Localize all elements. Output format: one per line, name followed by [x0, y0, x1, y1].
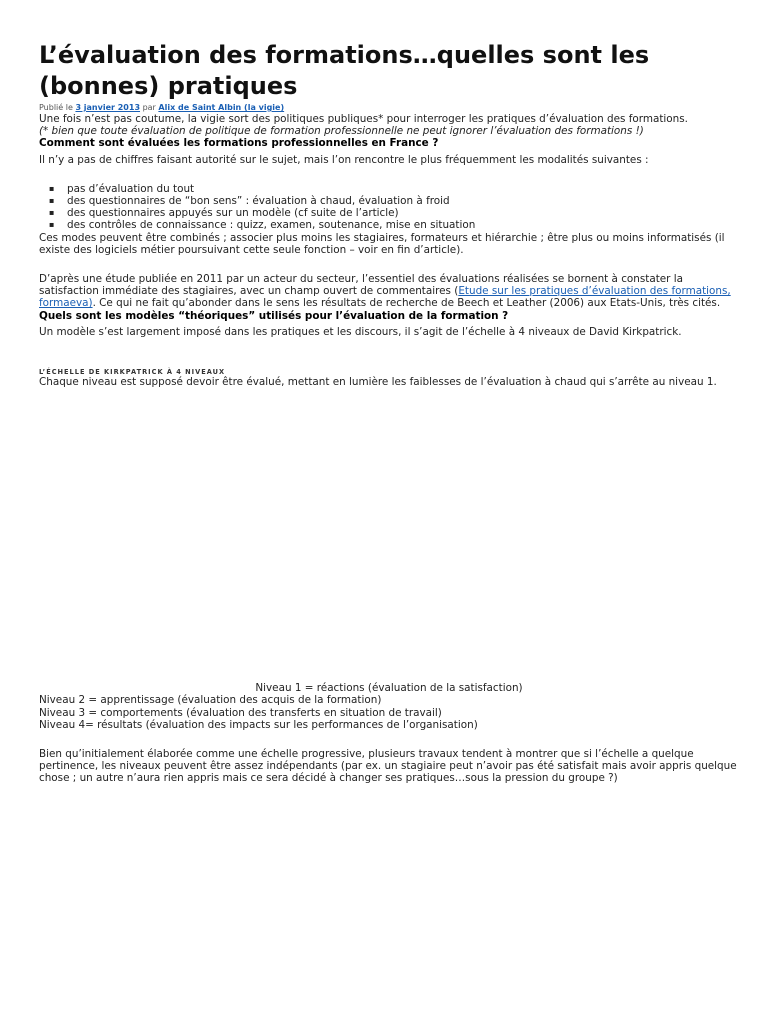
- level-1: Niveau 1 = réactions (évaluation de la satisfaction): [255, 682, 523, 695]
- paragraph-4: Un modèle s’est largement imposé dans les pratiques et les discours, il s’agit de l’échelle à 4 niveaux de David Kirkpatrick.: [39, 325, 682, 338]
- bullet-icon: ▪: [49, 220, 55, 230]
- meta-by: par: [142, 103, 156, 112]
- list-item: ▪ des questionnaires appuyés sur un modèle (cf suite de l’article): [49, 207, 399, 220]
- level-3: Niveau 3 = comportements (évaluation des transferts en situation de travail): [39, 706, 442, 719]
- section-question-2: Quels sont les modèles “théoriques” utilisés pour l’évaluation de la formation ?: [39, 309, 509, 322]
- author-link[interactable]: Alix de Saint Albin (la vigie): [158, 103, 285, 112]
- post-date-link[interactable]: 3 janvier 2013: [75, 103, 141, 112]
- level-4: Niveau 4= résultats (évaluation des impacts sur les performances de l’organisation): [39, 718, 478, 731]
- post-meta: [39, 103, 739, 113]
- list-item: ▪ pas d’évaluation du tout: [49, 182, 195, 195]
- bullet-icon: ▪: [49, 196, 55, 206]
- bullet-icon: ▪: [49, 208, 55, 218]
- formaeva-study-link[interactable]: Etude sur les pratiques d’évaluation des formations, formaeva): [39, 285, 731, 310]
- paragraph-2: Ces modes peuvent être combinés ; associer plus moins les stagiaires, formateurs et hiérarchie ; être plus ou moins informatisés (il existe des logiciels métier poursuivant cette seule fonction – voir en fin d’article).: [39, 231, 725, 256]
- page-title: L’évaluation des formations…quelles sont les (bonnes) pratiques: [39, 41, 650, 100]
- levels-block: [39, 682, 739, 731]
- list-item: ▪ des questionnaires de “bon sens” : évaluation à chaud, évaluation à froid: [49, 195, 450, 208]
- evaluation-modes-list: [39, 183, 739, 232]
- article: [39, 40, 739, 785]
- paragraph-6: Bien qu’initialement élaborée comme une échelle progressive, plusieurs travaux tendent à montrer que si l’échelle a quelque pertinence, les niveaux peuvent être assez indépendants (par ex. un stagiaire peut n’avoir pas été satisfait mais avoir appris quelque chose ; un autre n’aura rien appris mais ce sera décidé à changer ses pratiques…sous la pression du groupe ?): [39, 748, 737, 785]
- list-item: ▪ des contrôles de connaissance : quizz, examen, soutenance, mise en situation: [49, 219, 476, 232]
- meta-prefix: Publié le: [39, 103, 73, 112]
- bullet-icon: ▪: [49, 183, 55, 193]
- paragraph-1: Il n’y a pas de chiffres faisant autorité sur le sujet, mais l’on rencontre le plus fréquemment les modalités suivantes :: [39, 153, 649, 166]
- level-2: Niveau 2 = apprentissage (évaluation des acquis de la formation): [39, 694, 382, 707]
- section-question-1: Comment sont évaluées les formations professionnelles en France ?: [39, 137, 439, 150]
- figure-placeholder: [39, 388, 739, 682]
- intro-note: (* bien que toute évaluation de politique de formation professionnelle ne peut ignorer l’évaluation des formations !): [39, 125, 644, 138]
- figure-caption: L’ÉCHELLE DE KIRKPATRICK À 4 NIVEAUX: [39, 368, 226, 377]
- intro-paragraph: Une fois n’est pas coutume, la vigie sort des politiques publiques* pour interroger les pratiques d’évaluation des formations.: [39, 113, 688, 125]
- paragraph-3: D’après une étude publiée en 2011 par un acteur du secteur, l’essentiel des évaluations réalisées se bornent à constater la satisfaction immédiate des stagiaires, avec un champ ouvert de commentaires (Etude sur les pratiques d’évaluation des formations, formaeva). Ce qui ne fait qu’abonder dans le sens les résultats de recherche de Beech et Leather (2006) aux Etats-Unis, très cités.: [39, 273, 731, 310]
- paragraph-5: Chaque niveau est supposé devoir être évalué, mettant en lumière les faiblesses de l’évaluation à chaud qui s’arrête au niveau 1.: [39, 376, 717, 389]
